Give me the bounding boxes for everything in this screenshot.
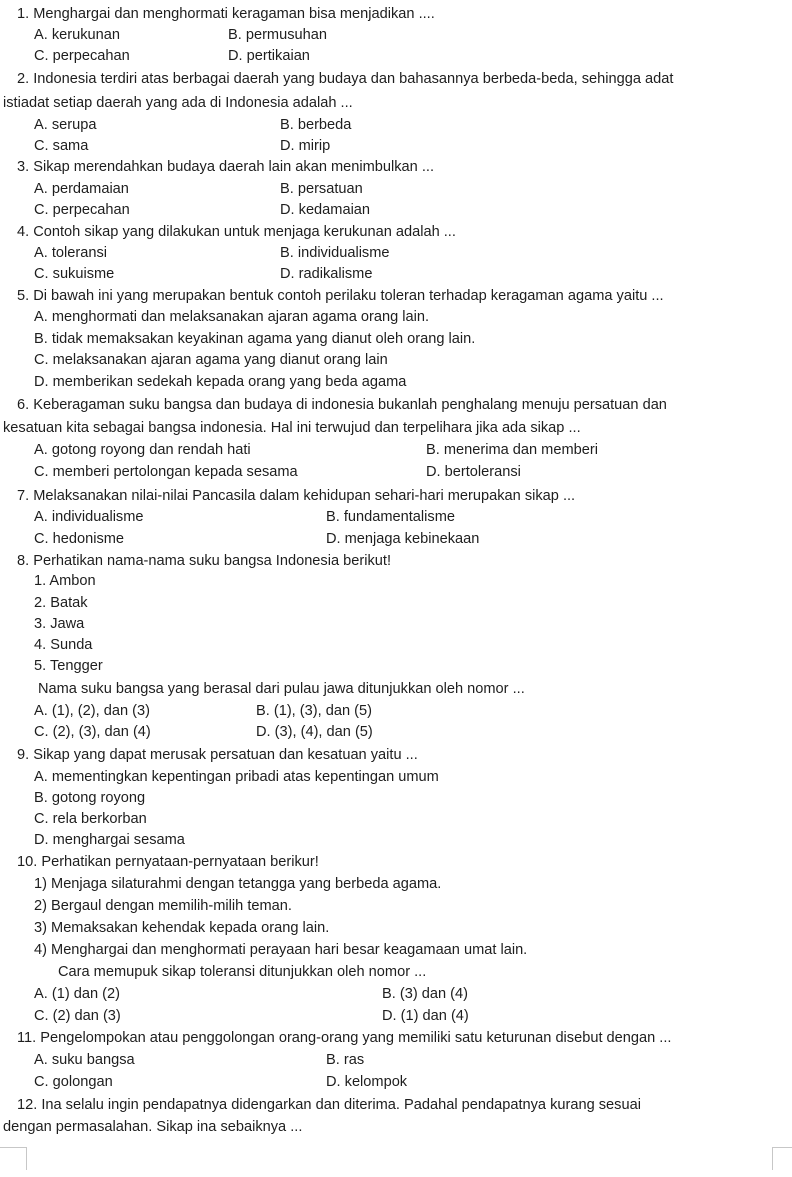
question-5-option-c: C. melaksanakan ajaran agama yang dianut orang lain [34,352,388,368]
question-7-option-d: D. menjaga kebinekaan [326,531,480,547]
question-10-stem: 10. Perhatikan pernyataan-pernyataan berikur! [17,854,319,870]
question-1-option-b: B. permusuhan [228,27,327,43]
question-3-option-c: C. perpecahan [34,202,130,218]
question-8-option-b: B. (1), (3), dan (5) [256,703,372,719]
question-10-list-item: 1) Menjaga silaturahmi dengan tetangga yang berbeda agama. [34,876,442,892]
question-5-option-d: D. memberikan sedekah kepada orang yang beda agama [34,374,407,390]
question-1-option-d: D. pertikaian [228,48,310,64]
question-1-option-a: A. kerukunan [34,27,120,43]
question-1-option-c: C. perpecahan [34,48,130,64]
question-3-stem: 3. Sikap merendahkan budaya daerah lain akan menimbulkan ... [17,159,434,175]
question-8-option-d: D. (3), (4), dan (5) [256,724,373,740]
question-8-list-item: 5. Tengger [34,658,103,674]
question-11-stem: 11. Pengelompokan atau penggolongan orang-orang yang memiliki satu keturunan disebut dengan ... [17,1030,672,1046]
question-9-stem: 9. Sikap yang dapat merusak persatuan dan kesatuan yaitu ... [17,747,418,763]
question-10-option-b: B. (3) dan (4) [382,986,468,1002]
question-7-option-a: A. individualisme [34,509,144,525]
question-7-option-c: C. hedonisme [34,531,125,547]
question-8-stem: 8. Perhatikan nama-nama suku bangsa Indonesia berikut! [17,553,391,569]
question-10-prompt: Cara memupuk sikap toleransi ditunjukkan oleh nomor ... [58,964,427,980]
question-2-option-c: C. sama [34,138,89,154]
question-2-option-d: D. mirip [280,138,331,154]
page-corner-mark-left [0,1147,27,1170]
question-12-stem-line-1: 12. Ina selalu ingin pendapatnya didengarkan dan diterima. Padahal pendapatnya kurang sesuai [17,1097,641,1113]
question-3-option-b: B. persatuan [280,181,363,197]
question-1-stem: 1. Menghargai dan menghormati keragaman bisa menjadikan .... [17,6,435,22]
question-9-option-c: C. rela berkorban [34,811,147,827]
question-11-option-c: C. golongan [34,1074,113,1090]
question-2-option-a: A. serupa [34,117,97,133]
question-10-option-d: D. (1) dan (4) [382,1008,469,1024]
question-11-option-a: A. suku bangsa [34,1052,135,1068]
question-10-list-item: 4) Menghargai dan menghormati perayaan hari besar keagamaan umat lain. [34,942,528,958]
question-4-option-b: B. individualisme [280,245,390,261]
question-4-stem: 4. Contoh sikap yang dilakukan untuk menjaga kerukunan adalah ... [17,224,456,240]
question-6-option-c: C. memberi pertolongan kepada sesama [34,464,298,480]
question-4-option-c: C. sukuisme [34,266,115,282]
question-7-stem: 7. Melaksanakan nilai-nilai Pancasila dalam kehidupan sehari-hari merupakan sikap ... [17,488,576,504]
question-8-list-item: 1. Ambon [34,573,96,589]
question-8-option-a: A. (1), (2), dan (3) [34,703,150,719]
question-9-option-a: A. mementingkan kepentingan pribadi atas kepentingan umum [34,769,439,785]
question-8-list-item: 3. Jawa [34,616,85,632]
question-4-option-d: D. radikalisme [280,266,373,282]
question-2-option-b: B. berbeda [280,117,352,133]
question-9-option-d: D. menghargai sesama [34,832,185,848]
question-5-option-b: B. tidak memaksakan keyakinan agama yang dianut oleh orang lain. [34,331,476,347]
question-2-stem-line-1: 2. Indonesia terdiri atas berbagai daerah yang budaya dan bahasannya berbeda-beda, sehingga adat [17,71,674,87]
question-8-option-c: C. (2), (3), dan (4) [34,724,151,740]
question-6-stem-line-1: 6. Keberagaman suku bangsa dan budaya di indonesia bukanlah penghalang menuju persatuan dan [17,397,667,413]
question-3-option-a: A. perdamaian [34,181,129,197]
question-2-stem-line-2: istiadat setiap daerah yang ada di Indonesia adalah ... [3,95,353,111]
page-corner-mark-right [772,1147,792,1170]
question-3-option-d: D. kedamaian [280,202,371,218]
question-6-stem-line-2: kesatuan kita sebagai bangsa indonesia. Hal ini terwujud dan terpelihara jika ada sikap ... [3,420,581,436]
question-9-option-b: B. gotong royong [34,790,146,806]
question-11-option-b: B. ras [326,1052,365,1068]
question-10-option-a: A. (1) dan (2) [34,986,120,1002]
question-5-option-a: A. menghormati dan melaksanakan ajaran agama orang lain. [34,309,430,325]
question-10-option-c: C. (2) dan (3) [34,1008,121,1024]
question-5-stem: 5. Di bawah ini yang merupakan bentuk contoh perilaku toleran terhadap keragaman agama yaitu ... [17,288,664,304]
question-10-list-item: 3) Memaksakan kehendak kepada orang lain. [34,920,330,936]
question-10-list-item: 2) Bergaul dengan memilih-milih teman. [34,898,292,914]
question-6-option-a: A. gotong royong dan rendah hati [34,442,251,458]
question-11-option-d: D. kelompok [326,1074,408,1090]
question-8-list-item: 4. Sunda [34,637,93,653]
question-6-option-d: D. bertoleransi [426,464,521,480]
question-6-option-b: B. menerima dan memberi [426,442,598,458]
question-8-list-item: 2. Batak [34,595,88,611]
question-4-option-a: A. toleransi [34,245,108,261]
question-7-option-b: B. fundamentalisme [326,509,455,525]
question-12-stem-line-2: dengan permasalahan. Sikap ina sebaiknya ... [3,1119,303,1135]
question-8-prompt: Nama suku bangsa yang berasal dari pulau jawa ditunjukkan oleh nomor ... [38,681,525,697]
